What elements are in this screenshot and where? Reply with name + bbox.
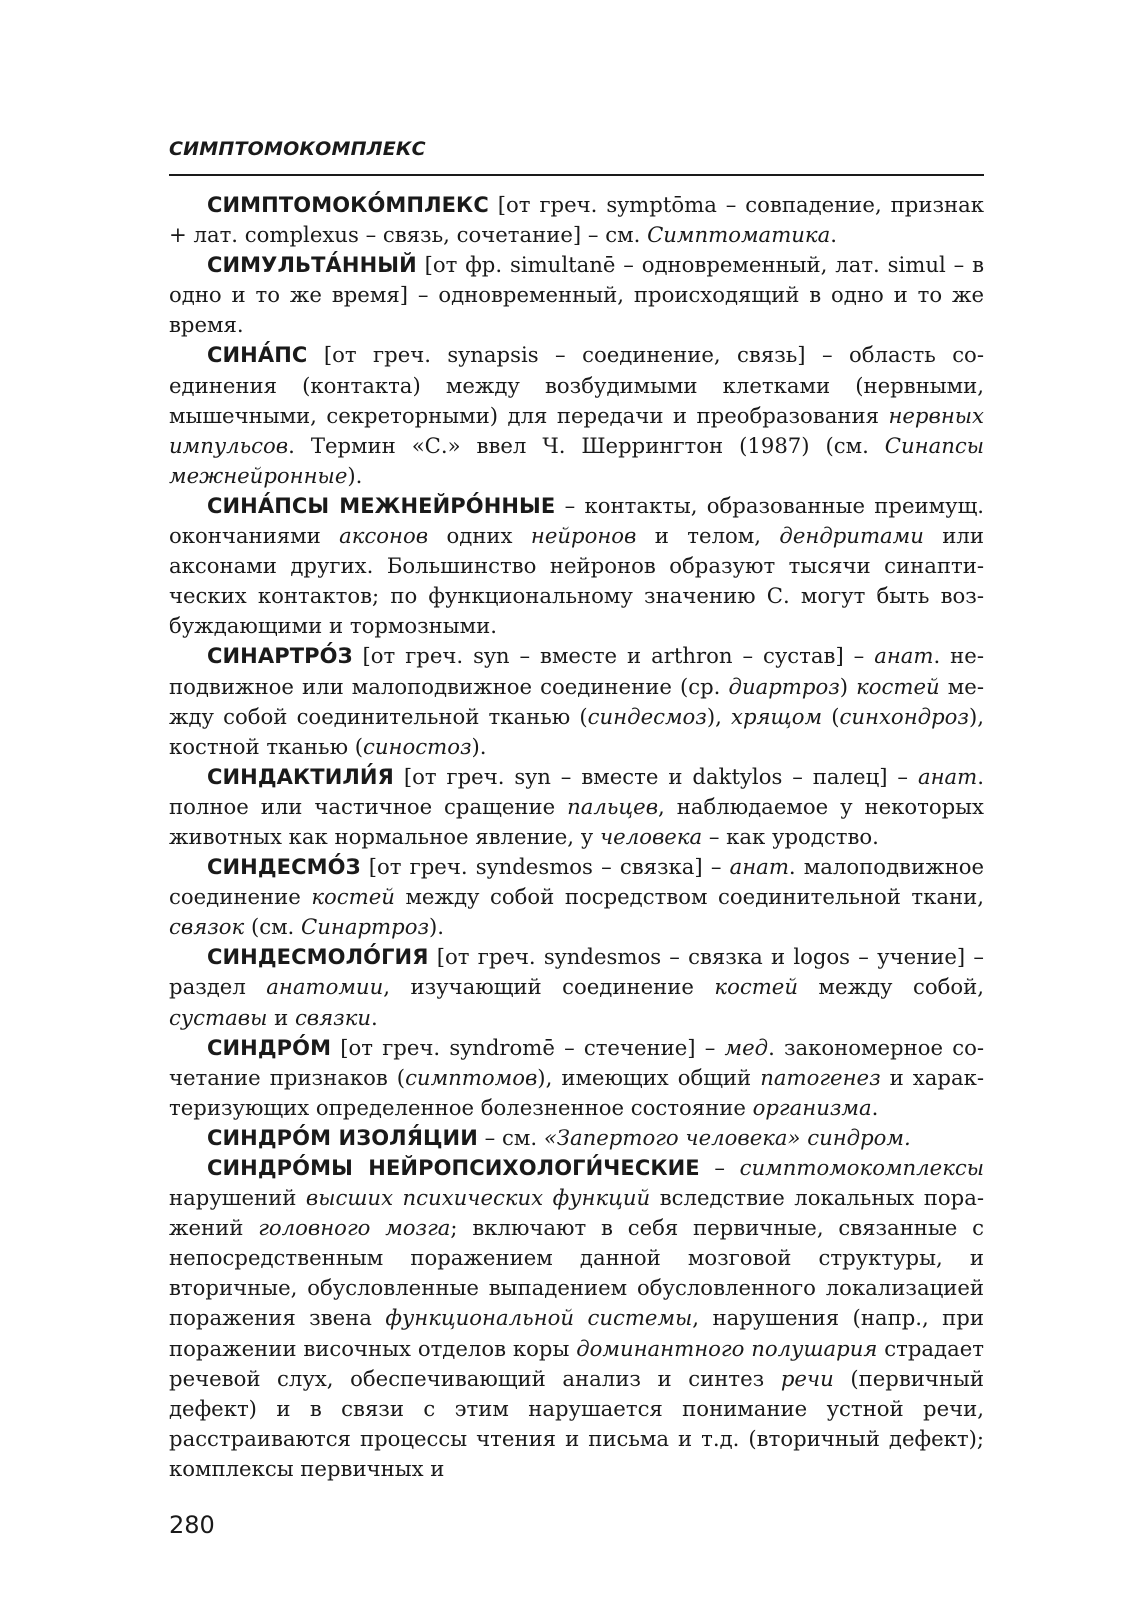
entry-text: между собой, — [797, 974, 984, 1000]
entry-term: СИМУЛЬТА́ННЫЙ — [207, 253, 417, 278]
entry-text: нарушений — [169, 1185, 306, 1211]
dictionary-entry — [169, 1153, 984, 1484]
entry-text: ), костной тканью ( — [169, 703, 984, 759]
entry-crossref: Симптоматика — [647, 222, 831, 248]
entry-text: [от фр. simultanē – одновременный, лат. simul – в одно и то же время] – одновременный, происходящий в одно и то же время. — [169, 252, 984, 338]
entry-text: ). — [471, 733, 487, 759]
entry-text: ) — [839, 673, 857, 699]
dictionary-entry — [169, 250, 984, 340]
entry-text: . — [830, 222, 837, 248]
entry-text: ), — [706, 703, 732, 729]
entry-text: . — [871, 1094, 879, 1120]
entry-text: [от греч. synapsis – соединение, связь] – область соединения (контакта) между возбудимыми клетками (нервными, мышечными, секреторными) для передачи и преобразования — [169, 342, 984, 428]
entry-text: и характеризующих определенное болезненное состояние — [169, 1064, 984, 1120]
entry-term: СИНДРО́МЫ НЕЙРОПСИХОЛОГИ́ЧЕСКИЕ — [207, 1156, 700, 1180]
entry-text: [от греч. syndromē – стечение] – — [331, 1034, 725, 1060]
entry-crossref: доминантного полушария — [576, 1335, 878, 1361]
entry-text: ), имеющих общий — [537, 1064, 761, 1090]
entry-crossref: организма — [752, 1094, 872, 1120]
dictionary-entry — [169, 1123, 984, 1153]
entry-text: , изучающий соединение — [383, 974, 715, 1000]
entry-term: СИНДАКТИЛИ́Я — [207, 764, 394, 789]
entry-term: СИНДЕСМО́З — [207, 855, 361, 880]
entry-text: , нарушения (напр., при поражении височных отделов коры — [169, 1305, 984, 1361]
entry-crossref: мед — [724, 1034, 769, 1060]
dictionary-entry — [169, 491, 984, 641]
entry-text: – как уродство. — [702, 823, 879, 849]
entry-text: ). — [429, 914, 445, 940]
entry-text: ( — [822, 703, 840, 729]
dictionary-entry — [169, 340, 984, 490]
entry-crossref: нейронов — [530, 523, 637, 549]
entry-text: [от греч. syn – вместе и daktylos – палец] – — [393, 763, 918, 789]
entry-text: и — [267, 1004, 295, 1030]
entry-text: – см. — [477, 1124, 544, 1150]
entry-crossref: костей — [311, 884, 395, 910]
entry-crossref: симптомокомплексы — [739, 1155, 984, 1180]
entry-text: [от греч. syndesmos – связка и logos – учение] – раздел — [169, 944, 984, 1000]
entry-text: . — [371, 1004, 378, 1030]
entry-text: . Термин «С.» ввел Ч. Шеррингтон (1987) (см. — [288, 432, 885, 458]
header-rule — [169, 174, 984, 176]
entry-crossref: синхондроз — [839, 703, 969, 729]
entry-term: СИНА́ПС — [207, 343, 308, 368]
entry-text: [от греч. syndesmos – связка] – — [360, 854, 730, 880]
entry-crossref: хрящом — [731, 703, 823, 729]
entry-crossref: костей — [856, 673, 940, 699]
entry-crossref: Синапсы межнейронные — [169, 432, 984, 488]
entry-crossref: пальцев — [567, 793, 659, 819]
entry-text: (см. — [244, 914, 302, 940]
page-number: 280 — [169, 1511, 215, 1539]
entry-crossref: анатомии — [266, 974, 384, 1000]
entry-term: СИНДЕСМОЛО́ГИЯ — [207, 945, 429, 970]
entry-crossref: диартроз — [728, 673, 840, 699]
entry-text: (первичный дефект) и в связи с этим нарушается понимание устной речи, расстраиваются процессы чтения и письма и т.д. (вторичный дефект); комплексы первичных и — [169, 1365, 985, 1481]
entry-text: . неподвижное или малоподвижное соединение (ср. — [169, 643, 984, 699]
entry-crossref: патогенез — [760, 1064, 881, 1090]
entry-crossref: костей — [714, 974, 798, 1000]
entry-text: [от греч. symptōma – совпадение, признак + лат. complexus – связь, сочетание] – см. — [169, 192, 984, 248]
entry-text: . полное или частичное сращение — [169, 763, 984, 819]
dictionary-entry — [169, 641, 984, 761]
entry-text: между собой соединительной тканью ( — [169, 673, 984, 729]
entry-crossref: анат — [874, 643, 934, 669]
entry-crossref: синостоз — [363, 733, 472, 759]
entry-crossref: высших психических функций — [305, 1185, 651, 1211]
dictionary-entry — [169, 852, 984, 942]
entry-text: . закономерное сочетание признаков ( — [169, 1034, 985, 1090]
dictionary-entries — [169, 190, 984, 1484]
entry-text: и телом, — [636, 523, 780, 549]
entry-crossref: суставы — [169, 1004, 268, 1030]
entry-text: или аксонами других. Большинство нейронов образуют тысячи синаптических контактов; по функциональному значению С. могут быть возбуждающими и тормозными. — [169, 523, 984, 639]
entry-crossref: анат — [729, 854, 789, 880]
entry-crossref: связок — [169, 914, 245, 940]
dictionary-entry — [169, 762, 984, 852]
entry-crossref: Синартроз — [301, 914, 430, 940]
entry-text: – контакты, образованные преимущ. окончаниями — [169, 492, 984, 549]
entry-crossref: дендритами — [779, 523, 924, 549]
entry-text: вследствие локальных поражений — [169, 1185, 985, 1241]
entry-term: СИНДРО́М — [207, 1035, 332, 1060]
entry-text: ). — [347, 462, 363, 488]
dictionary-entry — [169, 942, 984, 1032]
entry-text: [от греч. syn – вместе и arthron – сустав] – — [352, 643, 875, 669]
entry-term: СИНДРО́М ИЗОЛЯ́ЦИИ — [207, 1125, 478, 1150]
entry-crossref: речи — [780, 1365, 834, 1391]
dictionary-entry — [169, 190, 984, 250]
entry-crossref: головного мозга — [258, 1215, 451, 1241]
entry-term: СИНАРТРО́З — [207, 644, 353, 669]
dictionary-entry — [169, 1033, 984, 1123]
entry-crossref: синдесмоз — [587, 703, 707, 729]
entry-crossref: нервных импульсов — [169, 402, 984, 458]
entry-text: . малоподвижное соединение — [169, 854, 985, 910]
entry-text: одних — [428, 523, 531, 549]
entry-text: между собой посредством соединительной ткани, — [394, 884, 984, 910]
entry-term: СИМПТОМОКО́МПЛЕКС — [207, 193, 489, 217]
entry-text: – — [699, 1155, 740, 1180]
entry-text: ; включают в себя первичные, связанные с непосредственным поражением данной мозговой структуры, и вторичные, обусловленные выпадением обусловленного локализацией поражения звена — [169, 1215, 984, 1331]
entry-text: страдает речевой слух, обеспечивающий анализ и синтез — [169, 1335, 984, 1391]
entry-crossref: «Запертого человека» синдром. — [543, 1124, 911, 1150]
entry-crossref: человека — [599, 823, 703, 849]
entry-crossref: симптомов — [405, 1064, 538, 1090]
entry-crossref: анат — [917, 763, 978, 789]
entry-crossref: функциональной системы — [385, 1305, 693, 1331]
entry-crossref: аксонов — [339, 523, 429, 549]
entry-text: , наблюдаемое у некоторых животных как нормальное явление, у — [169, 793, 984, 849]
entry-crossref: связки — [294, 1004, 372, 1030]
running-head: СИМПТОМОКОМПЛЕКС — [169, 138, 426, 160]
entry-term: СИНА́ПСЫ МЕЖНЕЙРО́ННЫЕ — [207, 493, 556, 518]
